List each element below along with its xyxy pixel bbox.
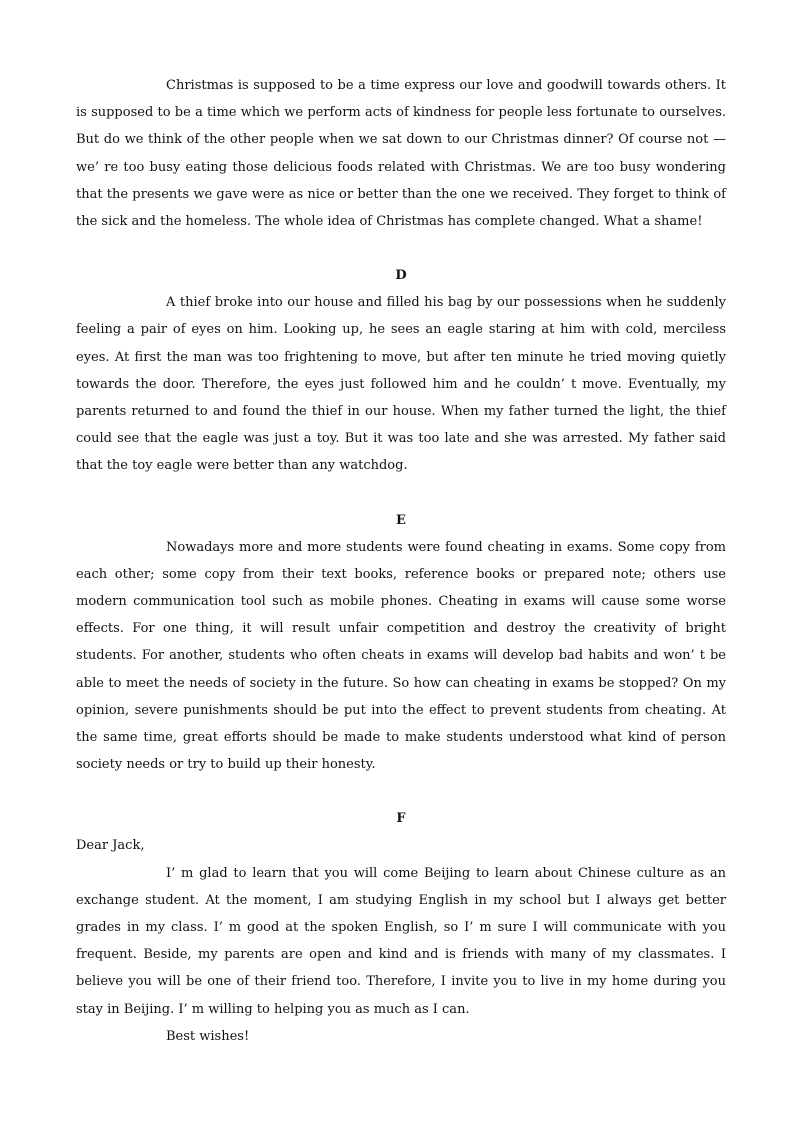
- section-f-paragraph: I’ m glad to learn that you will come Beijing to learn about Chinese culture as an exchange student. At the moment, I am studying English in my school but I always get better grades in my class. I’ m good at the spoken English, so I’ m sure I will communicate with you frequent. Beside, my parents are open and kind and is friends with many of my classmates. I believe you will be one of their friend too. Therefore, I invite you to live in my home during you stay in Beijing. I’ m willing to helping you as much as I can.: [76, 865, 726, 1017]
- section-c-paragraph: Christmas is supposed to be a time express our love and goodwill towards others. It is supposed to be a time which we perform acts of kindness for people less fortunate to ourselves. But do we think of the other people when we sat down to our Christmas dinner? Of course not — we’ re too busy eating those delicious foods related with Christmas. We are too busy wondering that the presents we gave were as nice or better than the one we received. They forget to think of the sick and the homeless. The whole idea of Christmas has complete changed. What a shame!: [76, 78, 726, 230]
- section-e-paragraph: Nowadays more and more students were found cheating in exams. Some copy from each other; some copy from their text books, reference books or prepared note; others use modern communication tool such as mobile phones. Cheating in exams will cause some worse effects. For one thing, it will result unfair competition and destroy the creativity of bright students. For another, students who often cheats in exams will develop bad habits and won’ t be able to meet the needs of society in the future. So how can cheating in exams be stopped? On my opinion, severe punishments should be put into the effect to prevent students from cheating. At the same time, great efforts should be made to make students understood what kind of person society needs or try to build up their honesty.: [76, 539, 726, 773]
- section-e-heading: E: [396, 512, 406, 528]
- section-gap: [76, 235, 726, 262]
- letter-greeting: Dear Jack,: [76, 838, 145, 854]
- letter-closing: Best wishes!: [166, 1028, 250, 1044]
- section-d-paragraph: A thief broke into our house and filled his bag by our possessions when he suddenly feeling a pair of eyes on him. Looking up, he sees an eagle staring at him with cold, merciless eyes. At first the man was too frightening to move, but after ten minute he tried moving quietly towards the door. Therefore, the eyes just followed him and he couldn’ t move. Eventually, my parents returned to and found the thief in our house. When my father turned the light, the thief could see that the eagle was just a toy. But it was too late and she was arrested. My father said that the toy eagle were better than any watchdog.: [76, 295, 726, 474]
- section-f-heading: F: [396, 811, 406, 827]
- document-page: [76, 72, 726, 1050]
- section-gap: [76, 480, 726, 507]
- section-d-heading: D: [395, 268, 407, 284]
- section-gap: [76, 778, 726, 805]
